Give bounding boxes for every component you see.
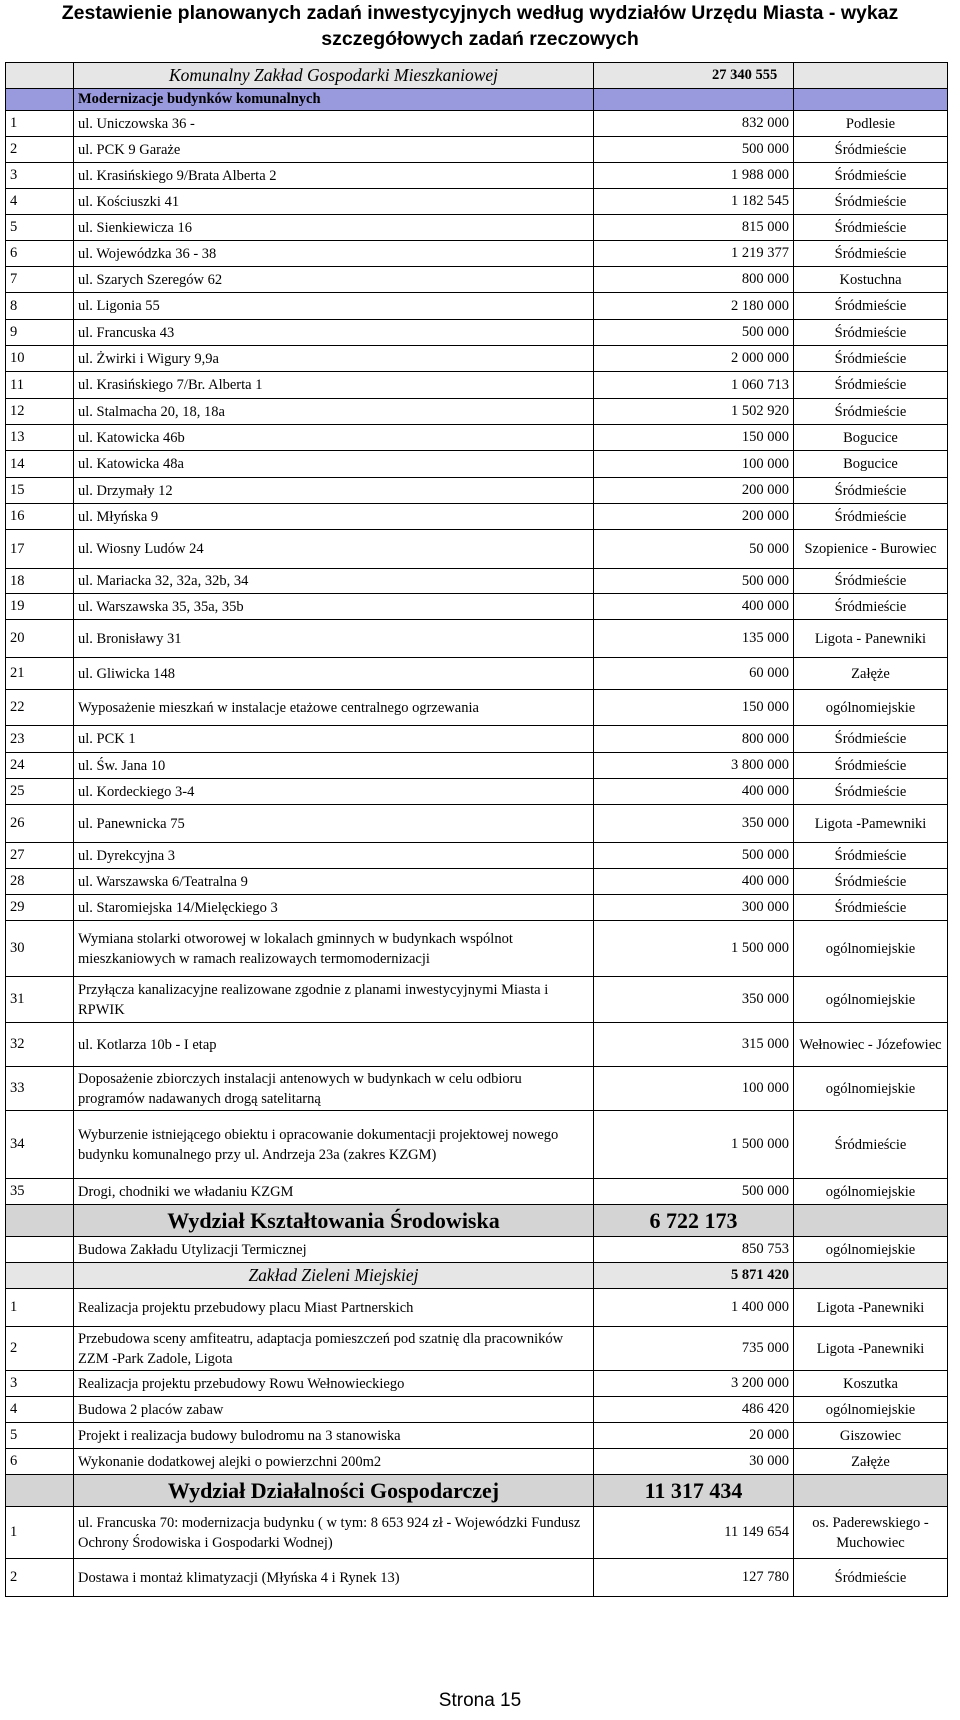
unit-header-zzm: [6, 1263, 948, 1289]
row-district: Szopienice - Burowiec: [794, 530, 948, 569]
page-title-line2: szczegółowych zadań rzeczowych: [321, 28, 639, 50]
row-district: Śródmieście: [794, 594, 948, 620]
row-district: os. Paderewskiego - Muchowiec: [794, 1507, 948, 1559]
row-amount: 50 000: [594, 530, 794, 569]
table-row: [6, 869, 948, 895]
table-row: [6, 1423, 948, 1449]
table-row: [6, 1371, 948, 1397]
table-row: [6, 189, 948, 215]
table-row: [6, 425, 948, 451]
table-row: [6, 1179, 948, 1205]
table-row: [6, 1023, 948, 1067]
row-amount: 30 000: [594, 1449, 794, 1475]
table-row: [6, 1397, 948, 1423]
row-district: Śródmieście: [794, 843, 948, 869]
row-amount: 300 000: [594, 895, 794, 921]
row-description: Wyburzenie istniejącego obiektu i opracowanie dokumentacji projektowej nowego budynku komunalnego przy ul. Andrzeja 23a (zakres KZGM): [74, 1111, 594, 1179]
unit-name: Zakład Zieleni Miejskiej: [74, 1263, 594, 1289]
row-district: Śródmieście: [794, 293, 948, 320]
row-description: ul. Szarych Szeregów 62: [74, 267, 594, 293]
row-number: 1: [6, 1507, 74, 1559]
table-row: [6, 1507, 948, 1559]
page-title: [0, 0, 960, 56]
row-district: Śródmieście: [794, 779, 948, 805]
row-district: Ligota -Panewniki: [794, 1289, 948, 1327]
row-number: 19: [6, 594, 74, 620]
row-number: 2: [6, 1327, 74, 1371]
row-number: 12: [6, 399, 74, 425]
table-row: [6, 921, 948, 977]
row-number: 14: [6, 451, 74, 478]
row-number: 24: [6, 753, 74, 779]
row-number: 20: [6, 620, 74, 658]
section-header: [6, 1205, 948, 1237]
row-description: ul. PCK 9 Garaże: [74, 137, 594, 163]
row-amount: 1 400 000: [594, 1289, 794, 1327]
row-amount: 400 000: [594, 594, 794, 620]
row-amount: 200 000: [594, 478, 794, 504]
row-number: 5: [6, 1423, 74, 1449]
row-amount: 815 000: [594, 215, 794, 241]
unit-header-kzgm: [6, 63, 948, 89]
row-amount: 500 000: [594, 320, 794, 346]
row-amount: 1 219 377: [594, 241, 794, 267]
row-district: ogólnomiejskie: [794, 1397, 948, 1423]
table-row: [6, 779, 948, 805]
row-amount: 500 000: [594, 1179, 794, 1205]
row-description: ul. Francuska 43: [74, 320, 594, 346]
row-number: 1: [6, 1289, 74, 1327]
row-description: ul. Kordeckiego 3-4: [74, 779, 594, 805]
row-description: Przyłącza kanalizacyjne realizowane zgodnie z planami inwestycyjnymi Miasta i RPWIK: [74, 977, 594, 1023]
row-number: 8: [6, 293, 74, 320]
row-district: Śródmieście: [794, 163, 948, 189]
row-description: ul. Mariacka 32, 32a, 32b, 34: [74, 569, 594, 594]
row-number: 11: [6, 372, 74, 399]
table-row: [6, 530, 948, 569]
section-name: Wydział Działalności Gospodarczej: [74, 1475, 594, 1507]
row-number: 6: [6, 1449, 74, 1475]
row-description: ul. Stalmacha 20, 18, 18a: [74, 399, 594, 425]
row-description: ul. Krasińskiego 9/Brata Alberta 2: [74, 163, 594, 189]
row-district: Śródmieście: [794, 869, 948, 895]
row-number: 3: [6, 1371, 74, 1397]
row-district: Śródmieście: [794, 1111, 948, 1179]
row-description: ul. Panewnicka 75: [74, 805, 594, 843]
row-number: 9: [6, 320, 74, 346]
row-amount: 1 500 000: [594, 921, 794, 977]
row-description: ul. Warszawska 6/Teatralna 9: [74, 869, 594, 895]
row-number: 26: [6, 805, 74, 843]
row-number: 22: [6, 690, 74, 726]
row-description: Wyposażenie mieszkań w instalacje etażowe centralnego ogrzewania: [74, 690, 594, 726]
table-row: [6, 1289, 948, 1327]
row-amount: 1 500 000: [594, 1111, 794, 1179]
row-district: Ligota -Panewniki: [794, 1327, 948, 1371]
row-amount: 1 502 920: [594, 399, 794, 425]
row-number: 1: [6, 111, 74, 137]
unit-total: 5 871 420: [594, 1263, 794, 1289]
table-row: [6, 620, 948, 658]
row-number: 3: [6, 163, 74, 189]
row-number: 16: [6, 504, 74, 530]
row-amount: 800 000: [594, 726, 794, 753]
row-amount: 200 000: [594, 504, 794, 530]
row-number: 4: [6, 189, 74, 215]
row-district: ogólnomiejskie: [794, 1237, 948, 1263]
row-amount: 2 000 000: [594, 346, 794, 372]
table-row: [6, 753, 948, 779]
row-number: 31: [6, 977, 74, 1023]
row-district: Śródmieście: [794, 569, 948, 594]
page-number: Strona 15: [438, 1690, 522, 1711]
row-description: Wymiana stolarki otworowej w lokalach gminnych w budynkach wspólnot mieszkaniowych w ramach realizowaych termomodernizacji: [74, 921, 594, 977]
row-number: 2: [6, 1559, 74, 1597]
row-district: ogólnomiejskie: [794, 977, 948, 1023]
row-description: ul. Dyrekcyjna 3: [74, 843, 594, 869]
table-row: [6, 293, 948, 320]
section-total: 6 722 173: [594, 1205, 794, 1237]
row-number: 30: [6, 921, 74, 977]
category-row: [6, 89, 948, 111]
row-description: Drogi, chodniki we władaniu KZGM: [74, 1179, 594, 1205]
table-row: [6, 111, 948, 137]
row-description: ul. Wiosny Ludów 24: [74, 530, 594, 569]
row-description: ul. Krasińskiego 7/Br. Alberta 1: [74, 372, 594, 399]
table-row: [6, 346, 948, 372]
section-name: Wydział Kształtowania Środowiska: [74, 1205, 594, 1237]
table-row: [6, 690, 948, 726]
row-description: ul. Staromiejska 14/Mielęckiego 3: [74, 895, 594, 921]
table-row: [6, 569, 948, 594]
table-row: [6, 726, 948, 753]
row-description: Budowa Zakładu Utylizacji Termicznej: [74, 1237, 594, 1263]
row-number: 5: [6, 215, 74, 241]
row-description: ul. Warszawska 35, 35a, 35b: [74, 594, 594, 620]
row-district: Kostuchna: [794, 267, 948, 293]
table-row: [6, 658, 948, 690]
row-number: 7: [6, 267, 74, 293]
row-district: Załęże: [794, 658, 948, 690]
row-district: Bogucice: [794, 425, 948, 451]
page-title-line1: Zestawienie planowanych zadań inwestycyjnych według wydziałów Urzędu Miasta - wykaz: [61, 2, 899, 24]
row-description: Realizacja projektu przebudowy Rowu Wełnowieckiego: [74, 1371, 594, 1397]
row-amount: 400 000: [594, 869, 794, 895]
row-district: Śródmieście: [794, 346, 948, 372]
row-amount: 832 000: [594, 111, 794, 137]
row-description: ul. Św. Jana 10: [74, 753, 594, 779]
row-description: Dostawa i montaż klimatyzacji (Młyńska 4 i Rynek 13): [74, 1559, 594, 1597]
row-description: ul. Drzymały 12: [74, 478, 594, 504]
row-district: Wełnowiec - Józefowiec: [794, 1023, 948, 1067]
row-number: 4: [6, 1397, 74, 1423]
row-number: 21: [6, 658, 74, 690]
table-row: [6, 241, 948, 267]
table-row: [6, 451, 948, 478]
row-amount: 800 000: [594, 267, 794, 293]
row-district: Śródmieście: [794, 137, 948, 163]
row-amount: 100 000: [594, 1067, 794, 1111]
row-description: Projekt i realizacja budowy bulodromu na 3 stanowiska: [74, 1423, 594, 1449]
row-district: Ligota -Pamewniki: [794, 805, 948, 843]
category-name: Modernizacje budynków komunalnych: [74, 89, 594, 111]
row-description: ul. Gliwicka 148: [74, 658, 594, 690]
investment-table: [5, 62, 948, 1597]
table-row: [6, 805, 948, 843]
row-description: Przebudowa sceny amfiteatru, adaptacja pomieszczeń pod szatnię dla pracowników ZZM -Park Zadole, Ligota: [74, 1327, 594, 1371]
row-amount: 1 182 545: [594, 189, 794, 215]
table-row: [6, 1067, 948, 1111]
row-amount: 315 000: [594, 1023, 794, 1067]
row-amount: 486 420: [594, 1397, 794, 1423]
row-amount: 1 060 713: [594, 372, 794, 399]
row-description: Realizacja projektu przebudowy placu Miast Partnerskich: [74, 1289, 594, 1327]
row-district: Śródmieście: [794, 189, 948, 215]
row-number: 13: [6, 425, 74, 451]
row-number: 18: [6, 569, 74, 594]
table-row: [6, 215, 948, 241]
row-amount: 100 000: [594, 451, 794, 478]
row-amount: 3 200 000: [594, 1371, 794, 1397]
row-district: Śródmieście: [794, 753, 948, 779]
row-amount: 60 000: [594, 658, 794, 690]
row-amount: 20 000: [594, 1423, 794, 1449]
row-district: Koszutka: [794, 1371, 948, 1397]
row-description: Wykonanie dodatkowej alejki o powierzchni 200m2: [74, 1449, 594, 1475]
row-description: ul. Francuska 70: modernizacja budynku ( w tym: 8 653 924 zł - Wojewódzki Fundusz Ochrony Środowiska i Gospodarki Wodnej): [74, 1507, 594, 1559]
row-amount: 3 800 000: [594, 753, 794, 779]
row-district: Śródmieście: [794, 241, 948, 267]
row-number: 23: [6, 726, 74, 753]
table-row: [6, 163, 948, 189]
row-amount: 850 753: [594, 1237, 794, 1263]
row-amount: 500 000: [594, 569, 794, 594]
row-description: ul. Wojewódzka 36 - 38: [74, 241, 594, 267]
row-amount: 500 000: [594, 843, 794, 869]
table-row: [6, 1327, 948, 1371]
row-district: Śródmieście: [794, 478, 948, 504]
row-amount: 127 780: [594, 1559, 794, 1597]
row-district: Śródmieście: [794, 504, 948, 530]
row-number: 33: [6, 1067, 74, 1111]
table-row: [6, 1111, 948, 1179]
table-row: [6, 1449, 948, 1475]
row-number: 10: [6, 346, 74, 372]
row-amount: 150 000: [594, 425, 794, 451]
row-district: Śródmieście: [794, 215, 948, 241]
row-number: 34: [6, 1111, 74, 1179]
table-row: [6, 320, 948, 346]
table-row: [6, 1237, 948, 1263]
row-description: ul. Sienkiewicza 16: [74, 215, 594, 241]
table-row: [6, 594, 948, 620]
row-description: ul. Katowicka 48a: [74, 451, 594, 478]
table-row: [6, 977, 948, 1023]
table-row: [6, 895, 948, 921]
table-row: [6, 843, 948, 869]
table-row: [6, 399, 948, 425]
row-amount: 11 149 654: [594, 1507, 794, 1559]
row-description: ul. Katowicka 46b: [74, 425, 594, 451]
row-number: 32: [6, 1023, 74, 1067]
row-description: ul. Uniczowska 36 -: [74, 111, 594, 137]
section-header: [6, 1475, 948, 1507]
row-description: Budowa 2 placów zabaw: [74, 1397, 594, 1423]
row-amount: 500 000: [594, 137, 794, 163]
row-description: ul. Bronisławy 31: [74, 620, 594, 658]
row-description: ul. Młyńska 9: [74, 504, 594, 530]
row-description: ul. Kościuszki 41: [74, 189, 594, 215]
row-description: ul. PCK 1: [74, 726, 594, 753]
row-district: Śródmieście: [794, 1559, 948, 1597]
row-district: Śródmieście: [794, 320, 948, 346]
table-row: [6, 478, 948, 504]
row-amount: 135 000: [594, 620, 794, 658]
row-amount: 350 000: [594, 805, 794, 843]
row-district: ogólnomiejskie: [794, 921, 948, 977]
row-description: ul. Kotlarza 10b - I etap: [74, 1023, 594, 1067]
row-amount: 735 000: [594, 1327, 794, 1371]
row-district: Śródmieście: [794, 895, 948, 921]
table-row: [6, 504, 948, 530]
row-district: ogólnomiejskie: [794, 690, 948, 726]
row-district: Śródmieście: [794, 372, 948, 399]
row-district: Załęże: [794, 1449, 948, 1475]
unit-name: Komunalny Zakład Gospodarki Mieszkaniowej: [74, 63, 594, 89]
row-district: Śródmieście: [794, 399, 948, 425]
table-row: [6, 1559, 948, 1597]
table-row: [6, 137, 948, 163]
row-amount: 1 988 000: [594, 163, 794, 189]
row-description: ul. Żwirki i Wigury 9,9a: [74, 346, 594, 372]
row-number: 17: [6, 530, 74, 569]
row-description: Doposażenie zbiorczych instalacji antenowych w budynkach w celu odbioru programów nadawanych drogą satelitarną: [74, 1067, 594, 1111]
row-number: 27: [6, 843, 74, 869]
row-district: Giszowiec: [794, 1423, 948, 1449]
row-number: 35: [6, 1179, 74, 1205]
row-description: ul. Ligonia 55: [74, 293, 594, 320]
table-row: [6, 267, 948, 293]
row-number: 15: [6, 478, 74, 504]
row-district: Ligota - Panewniki: [794, 620, 948, 658]
table-row: [6, 372, 948, 399]
row-district: Podlesie: [794, 111, 948, 137]
row-number: 2: [6, 137, 74, 163]
row-number: 25: [6, 779, 74, 805]
row-number: 6: [6, 241, 74, 267]
row-district: ogólnomiejskie: [794, 1067, 948, 1111]
row-district: Śródmieście: [794, 726, 948, 753]
row-number: 28: [6, 869, 74, 895]
row-number: 29: [6, 895, 74, 921]
row-district: Bogucice: [794, 451, 948, 478]
row-amount: 2 180 000: [594, 293, 794, 320]
row-amount: 350 000: [594, 977, 794, 1023]
section-total: 11 317 434: [594, 1475, 794, 1507]
row-amount: 400 000: [594, 779, 794, 805]
unit-total: 27 340 555: [594, 63, 794, 89]
row-amount: 150 000: [594, 690, 794, 726]
row-district: ogólnomiejskie: [794, 1179, 948, 1205]
